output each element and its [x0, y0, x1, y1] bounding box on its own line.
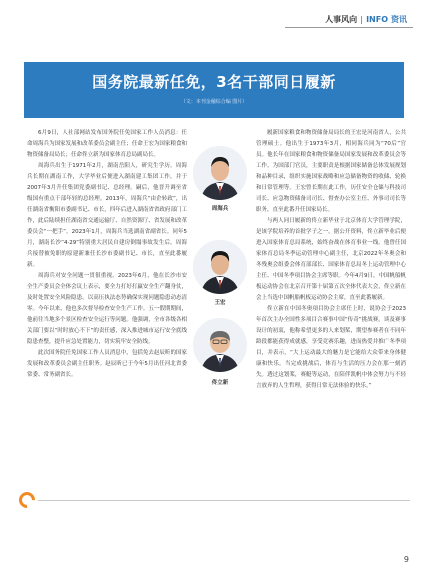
paragraph: 与两人同日履新的佟立新毕业于北京体育大学管理学院，是该学院培养的首批学子之一。据公开资料，佟立新毕业后便进入国家体育总局系统，始终奋战在体育事业一线。他曾任国家体育总局冬季运动管理中心副主任，北京2022年冬奥会和冬残奥会组委会体育部部长、国家体育总局冬上运动管理中心主任、中国冬季项目协会主席等职。今年4月9日，中国帆船帆板运动协会在北京召开第十届第五次全体代表大会，佟立新在会上当选中国帆船帆板运动协会主席，直至此番履新。 [256, 218, 406, 301]
title-banner [24, 62, 404, 118]
portrait-photo-1 [193, 146, 247, 200]
footer-divider [38, 500, 410, 501]
paragraph: 佟立新在中国冬奥项目协会主席任上时，说协会于2023年首次主办全国性多项目合赛事中国“传奇”挑战赛。谈及赛事设计的初衷，他称希望更多的人来划桨，期望参赛者在不同年龄段都能获得成就感，享受竞赛乐趣，进而热爱并推广冬季项目，并表示，“大上运动最大的魅力是它能给大众带来身体健康和快乐。当完成挑战后，体育与生活的压力会在那一刻消失。透过这划桨，赛艇等运动，在陪伴凯帆中体会努力与不轻言放弃的人生哲理，获得日常无法体验的快乐。” [256, 306, 406, 389]
portrait-icon [193, 240, 247, 294]
header-news: 资讯 [391, 14, 407, 24]
paragraph: 履新国家粮食和物资储备局局长的王宏是河南省人，公共管理硕士。他出生于1973年3月，相同海兵同为“70后”官员。他长年在国家粮食和物资储备局国家发展和改革委员会等工作，为国部门官员，主要职责是根据国家储备总体发展规划和品种目录，组织实施国家战略和应急储备物资的收储、轮换和日常管理等。王宏曾长期在此工作，历任安全仓储与科技司司长、应急物资储备司司长、督查办公室主任、外事司司长等职务，直至此番升任国家局长。 [256, 130, 406, 213]
article-title: 国务院最新任免，3名干部同日履新 [92, 73, 336, 91]
paragraph: 周海兵对安全问题一贯很重视。2023年6月，他在长沙市安全生产委员会全体会议上表示，要全力打好打赢安全生产翻身仗，及时处置安全风险隐患，以高压执法态势确保实现问题隐患动态清零。今年以来，他也多次督导检查安全生产工作。五一假期期间，他前往当地多个景区检查安全运行等问题。他强调，全市各级各相关部门要以“时时放心不下”的责任感，深入推进城市运行安全底线隐患查整，提升应急处置能力，切实筑牢安全防线。 [27, 273, 187, 345]
portrait-caption-3: 佟立新 [211, 380, 229, 386]
portrait-caption-1: 周海兵 [211, 206, 229, 212]
portrait-photo-3 [193, 318, 247, 372]
left-column [27, 128, 187, 518]
portrait-icon [193, 146, 247, 200]
right-column [256, 128, 406, 518]
header-rule [285, 27, 413, 28]
portrait-icon [193, 318, 247, 372]
paragraph: 此次国务院任免国家工作人员消息中，包括免去赵辰昕的国家发展和改革委员会副主任职务。赵辰昕已于今年5月出任河北省委常委、常务副省长。 [27, 350, 187, 378]
paragraph: 6月9日，人社部网站发布国务院任免国家工作人员消息：任命周海兵为国家发展和改革委员会副主任；任命王宏为国家粮食和物资储备局局长；任命佟立新为国家体育总局副局长。 [27, 130, 187, 158]
page-header [325, 12, 407, 26]
paragraph: 周海兵出生于1971年2月，湖南岳阳人，研究生学历。周海兵长期在湖南工作，大学毕业后便进入湖南建工集团工作，并于2007年3月升任集团党委副书记、总经理。嗣后，他晋升调至省级国有重点干部年轻的总经理。2013年，周海兵“由企转政”，出任湖南省衡阳市委副书记、市长，四年后进入湖南省省政府部门工作，此后陆续担任湖南省交通运输厅、自然资源厅、省发展和改革委员会“一把手”。2023年1月，周海兵当选湖南省副省长。同年5月，湖南长沙“4·29”特别重大居民自建房倒塌事故发生后，周海兵接替被免职的原建新兼任长沙市委副书记、市长，直至此番履新。 [27, 163, 187, 268]
header-section: 人事风向 [325, 14, 358, 24]
page-number: 9 [403, 555, 409, 564]
header-info: INFO [366, 14, 388, 24]
article-byline: （文：本刊金融综合编 图片） [180, 99, 248, 105]
portrait-caption-2: 王宏 [214, 300, 226, 306]
portrait-photo-2 [193, 240, 247, 294]
header-separator: | [360, 14, 364, 24]
